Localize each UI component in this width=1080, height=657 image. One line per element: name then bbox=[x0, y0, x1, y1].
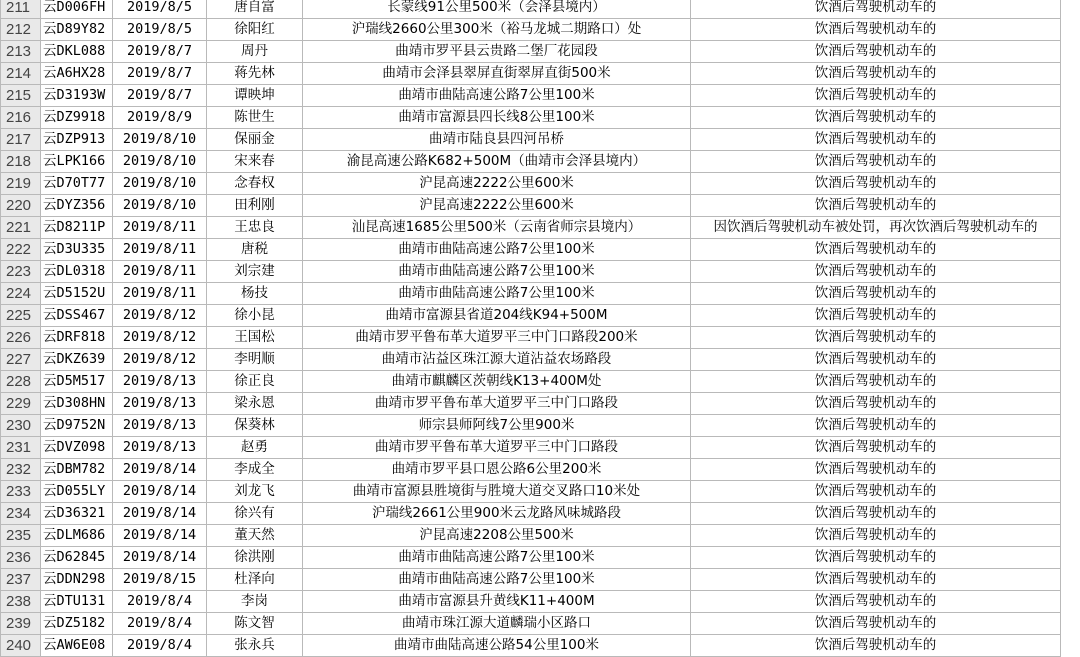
plate-cell[interactable]: 云DTU131 bbox=[41, 591, 113, 613]
violation-cell[interactable]: 饮酒后驾驶机动车的 bbox=[691, 525, 1061, 547]
violation-cell[interactable]: 饮酒后驾驶机动车的 bbox=[691, 0, 1061, 19]
location-cell[interactable]: 曲靖市曲陆高速公路7公里100米 bbox=[303, 261, 691, 283]
row-number-cell[interactable]: 221 bbox=[1, 217, 41, 239]
location-cell[interactable]: 曲靖市陆良县四河吊桥 bbox=[303, 129, 691, 151]
location-cell[interactable]: 曲靖市沾益区珠江源大道沾益农场路段 bbox=[303, 349, 691, 371]
date-cell[interactable]: 2019/8/14 bbox=[113, 525, 207, 547]
row-number-cell[interactable]: 218 bbox=[1, 151, 41, 173]
driver-name-cell[interactable]: 王忠良 bbox=[207, 217, 303, 239]
table-row bbox=[1, 503, 1061, 525]
driver-name-cell[interactable]: 徐洪刚 bbox=[207, 547, 303, 569]
row-number-cell[interactable]: 217 bbox=[1, 129, 41, 151]
table-row bbox=[1, 415, 1061, 437]
driver-name-cell[interactable]: 李明顺 bbox=[207, 349, 303, 371]
driver-name-cell[interactable]: 徐阳红 bbox=[207, 19, 303, 41]
plate-cell[interactable]: 云D3193W bbox=[41, 85, 113, 107]
driver-name-cell[interactable]: 周丹 bbox=[207, 41, 303, 63]
plate-cell[interactable]: 云DYZ356 bbox=[41, 195, 113, 217]
location-cell[interactable]: 渝昆高速公路K682+500M（曲靖市会泽县境内） bbox=[303, 151, 691, 173]
violation-cell[interactable]: 因饮酒后驾驶机动车被处罚，再次饮酒后驾驶机动车的 bbox=[691, 217, 1061, 239]
plate-cell[interactable]: 云DKZ639 bbox=[41, 349, 113, 371]
table-row bbox=[1, 459, 1061, 481]
table-row bbox=[1, 481, 1061, 503]
table-row bbox=[1, 195, 1061, 217]
plate-cell[interactable]: 云LPK166 bbox=[41, 151, 113, 173]
location-cell[interactable]: 曲靖市曲陆高速公路7公里100米 bbox=[303, 569, 691, 591]
table-row bbox=[1, 151, 1061, 173]
row-number-cell[interactable]: 224 bbox=[1, 283, 41, 305]
location-cell[interactable]: 曲靖市曲陆高速公路54公里100米 bbox=[303, 635, 691, 657]
violation-cell[interactable]: 饮酒后驾驶机动车的 bbox=[691, 591, 1061, 613]
table-row bbox=[1, 349, 1061, 371]
driver-name-cell[interactable]: 李岗 bbox=[207, 591, 303, 613]
driver-name-cell[interactable]: 杨技 bbox=[207, 283, 303, 305]
row-number-cell[interactable]: 232 bbox=[1, 459, 41, 481]
violation-cell[interactable]: 饮酒后驾驶机动车的 bbox=[691, 85, 1061, 107]
row-number-cell[interactable]: 227 bbox=[1, 349, 41, 371]
location-cell[interactable]: 曲靖市曲陆高速公路7公里100米 bbox=[303, 283, 691, 305]
table-row bbox=[1, 63, 1061, 85]
location-cell[interactable]: 曲靖市罗平鲁布革大道罗平三中门口路段200米 bbox=[303, 327, 691, 349]
date-cell[interactable]: 2019/8/13 bbox=[113, 371, 207, 393]
row-number-cell[interactable]: 216 bbox=[1, 107, 41, 129]
row-number-cell[interactable]: 213 bbox=[1, 41, 41, 63]
table-row bbox=[1, 569, 1061, 591]
table-row bbox=[1, 305, 1061, 327]
table-row bbox=[1, 41, 1061, 63]
location-cell[interactable]: 汕昆高速1685公里500米（云南省师宗县境内） bbox=[303, 217, 691, 239]
location-cell[interactable]: 沪昆高速2222公里600米 bbox=[303, 195, 691, 217]
violation-cell[interactable]: 饮酒后驾驶机动车的 bbox=[691, 173, 1061, 195]
location-cell[interactable]: 曲靖市富源县省道204线K94+500M bbox=[303, 305, 691, 327]
violation-cell[interactable]: 饮酒后驾驶机动车的 bbox=[691, 261, 1061, 283]
driver-name-cell[interactable]: 刘宗建 bbox=[207, 261, 303, 283]
row-number-cell[interactable]: 220 bbox=[1, 195, 41, 217]
location-cell[interactable]: 沪瑞线2660公里300米（裕马龙城二期路口）处 bbox=[303, 19, 691, 41]
date-cell[interactable]: 2019/8/4 bbox=[113, 635, 207, 657]
driver-name-cell[interactable]: 梁永恩 bbox=[207, 393, 303, 415]
driver-name-cell[interactable]: 宋来春 bbox=[207, 151, 303, 173]
violation-cell[interactable]: 饮酒后驾驶机动车的 bbox=[691, 19, 1061, 41]
table-row bbox=[1, 547, 1061, 569]
plate-cell[interactable]: 云DKL088 bbox=[41, 41, 113, 63]
plate-cell[interactable]: 云DL0318 bbox=[41, 261, 113, 283]
plate-cell[interactable]: 云D9752N bbox=[41, 415, 113, 437]
date-cell[interactable]: 2019/8/12 bbox=[113, 349, 207, 371]
row-number-cell[interactable]: 236 bbox=[1, 547, 41, 569]
plate-cell[interactable]: 云DVZ098 bbox=[41, 437, 113, 459]
violation-cell[interactable]: 饮酒后驾驶机动车的 bbox=[691, 327, 1061, 349]
plate-cell[interactable]: 云DSS467 bbox=[41, 305, 113, 327]
violation-cell[interactable]: 饮酒后驾驶机动车的 bbox=[691, 371, 1061, 393]
violation-cell[interactable]: 饮酒后驾驶机动车的 bbox=[691, 349, 1061, 371]
driver-name-cell[interactable]: 蒋先林 bbox=[207, 63, 303, 85]
row-number-cell[interactable]: 222 bbox=[1, 239, 41, 261]
table-row bbox=[1, 613, 1061, 635]
location-cell[interactable]: 曲靖市富源县四长线8公里100米 bbox=[303, 107, 691, 129]
row-number-cell[interactable]: 238 bbox=[1, 591, 41, 613]
driver-name-cell[interactable]: 保葵林 bbox=[207, 415, 303, 437]
location-cell[interactable]: 沪瑞线2661公里900米云龙路风味城路段 bbox=[303, 503, 691, 525]
location-cell[interactable]: 长蒙线91公里500米（会泽县境内） bbox=[303, 0, 691, 19]
row-number-cell[interactable]: 233 bbox=[1, 481, 41, 503]
table-row bbox=[1, 283, 1061, 305]
driver-name-cell[interactable]: 徐小昆 bbox=[207, 305, 303, 327]
location-cell[interactable]: 曲靖市曲陆高速公路7公里100米 bbox=[303, 239, 691, 261]
date-cell[interactable]: 2019/8/11 bbox=[113, 261, 207, 283]
row-number-cell[interactable]: 234 bbox=[1, 503, 41, 525]
row-number-cell[interactable]: 215 bbox=[1, 85, 41, 107]
plate-cell[interactable]: 云D5M517 bbox=[41, 371, 113, 393]
table-row bbox=[1, 327, 1061, 349]
date-cell[interactable]: 2019/8/10 bbox=[113, 151, 207, 173]
plate-cell[interactable]: 云DDN298 bbox=[41, 569, 113, 591]
driver-name-cell[interactable]: 徐兴有 bbox=[207, 503, 303, 525]
date-cell[interactable]: 2019/8/10 bbox=[113, 129, 207, 151]
row-number-cell[interactable]: 239 bbox=[1, 613, 41, 635]
table-row bbox=[1, 393, 1061, 415]
table-row bbox=[1, 19, 1061, 41]
date-cell[interactable]: 2019/8/13 bbox=[113, 437, 207, 459]
table-row bbox=[1, 261, 1061, 283]
violation-cell[interactable]: 饮酒后驾驶机动车的 bbox=[691, 569, 1061, 591]
row-number-cell[interactable]: 212 bbox=[1, 19, 41, 41]
violation-cell[interactable]: 饮酒后驾驶机动车的 bbox=[691, 481, 1061, 503]
date-cell[interactable]: 2019/8/7 bbox=[113, 63, 207, 85]
violation-cell[interactable]: 饮酒后驾驶机动车的 bbox=[691, 437, 1061, 459]
driver-name-cell[interactable]: 陈世生 bbox=[207, 107, 303, 129]
location-cell[interactable]: 曲靖市罗平县口恩公路6公里200米 bbox=[303, 459, 691, 481]
date-cell[interactable]: 2019/8/14 bbox=[113, 481, 207, 503]
row-number-cell[interactable]: 219 bbox=[1, 173, 41, 195]
plate-cell[interactable]: 云AW6E08 bbox=[41, 635, 113, 657]
plate-cell[interactable]: 云DZ9918 bbox=[41, 107, 113, 129]
table-row bbox=[1, 437, 1061, 459]
date-cell[interactable]: 2019/8/11 bbox=[113, 283, 207, 305]
date-cell[interactable]: 2019/8/12 bbox=[113, 305, 207, 327]
table-row bbox=[1, 591, 1061, 613]
row-number-cell[interactable]: 229 bbox=[1, 393, 41, 415]
plate-cell[interactable]: 云DLM686 bbox=[41, 525, 113, 547]
plate-cell[interactable]: 云D5152U bbox=[41, 283, 113, 305]
plate-cell[interactable]: 云D62845 bbox=[41, 547, 113, 569]
violation-cell[interactable]: 饮酒后驾驶机动车的 bbox=[691, 283, 1061, 305]
row-number-cell[interactable]: 237 bbox=[1, 569, 41, 591]
row-number-cell[interactable]: 230 bbox=[1, 415, 41, 437]
date-cell[interactable]: 2019/8/5 bbox=[113, 19, 207, 41]
date-cell[interactable]: 2019/8/7 bbox=[113, 41, 207, 63]
row-number-cell[interactable]: 223 bbox=[1, 261, 41, 283]
location-cell[interactable]: 曲靖市会泽县翠屏直街翠屏直街500米 bbox=[303, 63, 691, 85]
violation-cell[interactable]: 饮酒后驾驶机动车的 bbox=[691, 107, 1061, 129]
violation-cell[interactable]: 饮酒后驾驶机动车的 bbox=[691, 239, 1061, 261]
table-body bbox=[1, 0, 1061, 657]
driver-name-cell[interactable]: 赵勇 bbox=[207, 437, 303, 459]
date-cell[interactable]: 2019/8/4 bbox=[113, 591, 207, 613]
location-cell[interactable]: 曲靖市罗平鲁布革大道罗平三中门口路段 bbox=[303, 393, 691, 415]
violation-cell[interactable]: 饮酒后驾驶机动车的 bbox=[691, 41, 1061, 63]
driver-name-cell[interactable]: 田利刚 bbox=[207, 195, 303, 217]
location-cell[interactable]: 曲靖市罗平县云贵路二堡厂花园段 bbox=[303, 41, 691, 63]
date-cell[interactable]: 2019/8/11 bbox=[113, 217, 207, 239]
driver-name-cell[interactable]: 杜泽向 bbox=[207, 569, 303, 591]
violation-cell[interactable]: 饮酒后驾驶机动车的 bbox=[691, 63, 1061, 85]
row-number-cell[interactable]: 211 bbox=[1, 0, 41, 19]
date-cell[interactable]: 2019/8/10 bbox=[113, 173, 207, 195]
table-row bbox=[1, 107, 1061, 129]
row-number-cell[interactable]: 228 bbox=[1, 371, 41, 393]
driver-name-cell[interactable]: 陈文智 bbox=[207, 613, 303, 635]
date-cell[interactable]: 2019/8/9 bbox=[113, 107, 207, 129]
date-cell[interactable]: 2019/8/7 bbox=[113, 85, 207, 107]
driver-name-cell[interactable]: 刘龙飞 bbox=[207, 481, 303, 503]
location-cell[interactable]: 曲靖市富源县升黄线K11+400M bbox=[303, 591, 691, 613]
driver-name-cell[interactable]: 念春权 bbox=[207, 173, 303, 195]
plate-cell[interactable]: 云D89Y82 bbox=[41, 19, 113, 41]
date-cell[interactable]: 2019/8/10 bbox=[113, 195, 207, 217]
date-cell[interactable]: 2019/8/14 bbox=[113, 459, 207, 481]
violation-cell[interactable]: 饮酒后驾驶机动车的 bbox=[691, 393, 1061, 415]
driver-name-cell[interactable]: 李成全 bbox=[207, 459, 303, 481]
table-row bbox=[1, 371, 1061, 393]
violation-cell[interactable]: 饮酒后驾驶机动车的 bbox=[691, 503, 1061, 525]
driver-name-cell[interactable]: 唐税 bbox=[207, 239, 303, 261]
driver-name-cell[interactable]: 保丽金 bbox=[207, 129, 303, 151]
table-row bbox=[1, 239, 1061, 261]
table-row bbox=[1, 525, 1061, 547]
plate-cell[interactable]: 云A6HX28 bbox=[41, 63, 113, 85]
location-cell[interactable]: 曲靖市曲陆高速公路7公里100米 bbox=[303, 547, 691, 569]
plate-cell[interactable]: 云D006FH bbox=[41, 0, 113, 19]
plate-cell[interactable]: 云D8211P bbox=[41, 217, 113, 239]
date-cell[interactable]: 2019/8/15 bbox=[113, 569, 207, 591]
row-number-cell[interactable]: 235 bbox=[1, 525, 41, 547]
driver-name-cell[interactable]: 王国松 bbox=[207, 327, 303, 349]
location-cell[interactable]: 曲靖市曲陆高速公路7公里100米 bbox=[303, 85, 691, 107]
plate-cell[interactable]: 云DZ5182 bbox=[41, 613, 113, 635]
location-cell[interactable]: 师宗县师阿线7公里900米 bbox=[303, 415, 691, 437]
driver-name-cell[interactable]: 董天然 bbox=[207, 525, 303, 547]
date-cell[interactable]: 2019/8/14 bbox=[113, 547, 207, 569]
date-cell[interactable]: 2019/8/5 bbox=[113, 0, 207, 19]
row-number-cell[interactable]: 226 bbox=[1, 327, 41, 349]
plate-cell[interactable]: 云D36321 bbox=[41, 503, 113, 525]
driver-name-cell[interactable]: 谭映坤 bbox=[207, 85, 303, 107]
violation-cell[interactable]: 饮酒后驾驶机动车的 bbox=[691, 415, 1061, 437]
row-number-cell[interactable]: 231 bbox=[1, 437, 41, 459]
date-cell[interactable]: 2019/8/14 bbox=[113, 503, 207, 525]
location-cell[interactable]: 曲靖市麒麟区茨朝线K13+400M处 bbox=[303, 371, 691, 393]
table-row bbox=[1, 217, 1061, 239]
row-number-cell[interactable]: 225 bbox=[1, 305, 41, 327]
plate-cell[interactable]: 云D308HN bbox=[41, 393, 113, 415]
date-cell[interactable]: 2019/8/4 bbox=[113, 613, 207, 635]
violation-cell[interactable]: 饮酒后驾驶机动车的 bbox=[691, 459, 1061, 481]
violation-cell[interactable]: 饮酒后驾驶机动车的 bbox=[691, 305, 1061, 327]
driver-name-cell[interactable]: 张永兵 bbox=[207, 635, 303, 657]
violation-cell[interactable]: 饮酒后驾驶机动车的 bbox=[691, 613, 1061, 635]
date-cell[interactable]: 2019/8/12 bbox=[113, 327, 207, 349]
table-row bbox=[1, 85, 1061, 107]
table-row bbox=[1, 0, 1061, 19]
plate-cell[interactable]: 云D70T77 bbox=[41, 173, 113, 195]
plate-cell[interactable]: 云DRF818 bbox=[41, 327, 113, 349]
date-cell[interactable]: 2019/8/13 bbox=[113, 393, 207, 415]
violation-cell[interactable]: 饮酒后驾驶机动车的 bbox=[691, 151, 1061, 173]
violation-cell[interactable]: 饮酒后驾驶机动车的 bbox=[691, 635, 1061, 657]
location-cell[interactable]: 曲靖市富源县胜境街与胜境大道交叉路口10米处 bbox=[303, 481, 691, 503]
plate-cell[interactable]: 云DBM782 bbox=[41, 459, 113, 481]
driver-name-cell[interactable]: 徐正良 bbox=[207, 371, 303, 393]
plate-cell[interactable]: 云D3U335 bbox=[41, 239, 113, 261]
plate-cell[interactable]: 云DZP913 bbox=[41, 129, 113, 151]
violation-cell[interactable]: 饮酒后驾驶机动车的 bbox=[691, 195, 1061, 217]
table-row bbox=[1, 635, 1061, 657]
location-cell[interactable]: 曲靖市罗平鲁布革大道罗平三中门口路段 bbox=[303, 437, 691, 459]
plate-cell[interactable]: 云D055LY bbox=[41, 481, 113, 503]
violation-cell[interactable]: 饮酒后驾驶机动车的 bbox=[691, 547, 1061, 569]
location-cell[interactable]: 曲靖市珠江源大道麟瑞小区路口 bbox=[303, 613, 691, 635]
date-cell[interactable]: 2019/8/11 bbox=[113, 239, 207, 261]
driver-name-cell[interactable]: 唐自富 bbox=[207, 0, 303, 19]
location-cell[interactable]: 沪昆高速2222公里600米 bbox=[303, 173, 691, 195]
row-number-cell[interactable]: 240 bbox=[1, 635, 41, 657]
location-cell[interactable]: 沪昆高速2208公里500米 bbox=[303, 525, 691, 547]
row-number-cell[interactable]: 214 bbox=[1, 63, 41, 85]
date-cell[interactable]: 2019/8/13 bbox=[113, 415, 207, 437]
violation-cell[interactable]: 饮酒后驾驶机动车的 bbox=[691, 129, 1061, 151]
table-row bbox=[1, 129, 1061, 151]
table-row bbox=[1, 173, 1061, 195]
